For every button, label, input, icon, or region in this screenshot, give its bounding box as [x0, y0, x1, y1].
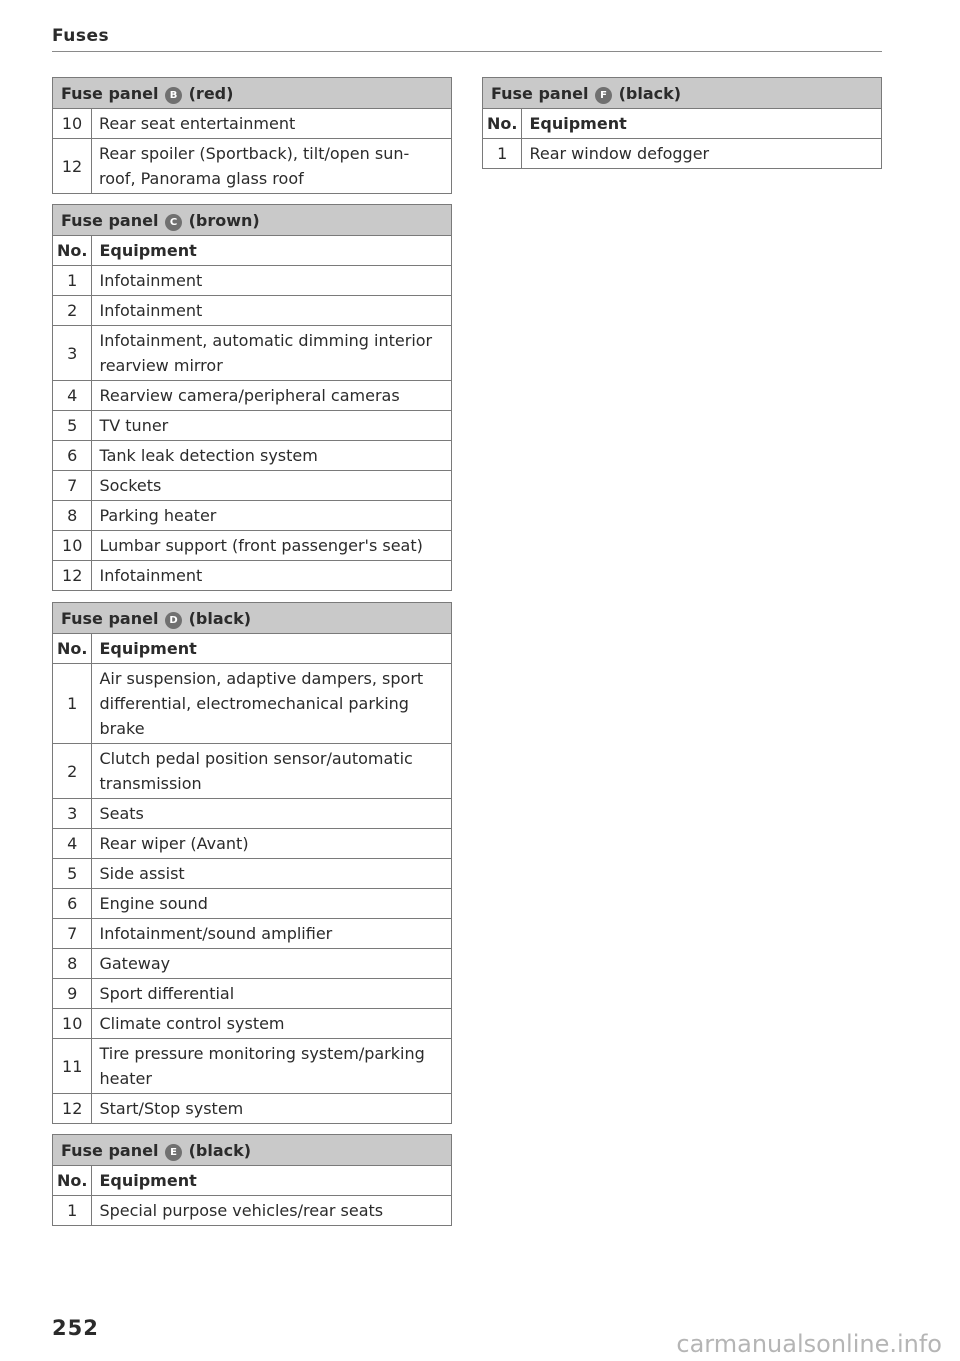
table-row [53, 411, 452, 441]
fuse-equipment: Clutch pedal position sensor/automatic transmission [92, 744, 452, 799]
fuse-equipment: Tank leak detection system [92, 441, 452, 471]
section-title: Fuses [52, 26, 110, 46]
panel-title-prefix: Fuse panel [61, 1140, 159, 1160]
fuse-equipment: Infotainment [92, 296, 452, 326]
fuse-number: 4 [53, 381, 92, 411]
table-row [53, 471, 452, 501]
panel-color: (brown) [188, 210, 260, 230]
fuse-equipment: Rear window defogger [522, 139, 882, 169]
panel-letter-e-icon: E [165, 1144, 182, 1161]
table-row [53, 889, 452, 919]
fuse-panel-e-table [52, 1134, 452, 1226]
table-row [53, 949, 452, 979]
fuse-equipment: Rear spoiler (Sportback), tilt/open sun-roof, Panorama glass roof [92, 139, 452, 194]
fuse-number: 8 [53, 501, 92, 531]
column-header-no: No. [483, 109, 522, 139]
fuse-equipment: TV tuner [92, 411, 452, 441]
panel-color: (red) [188, 83, 234, 103]
panel-color: (black) [618, 83, 682, 103]
panel-title-prefix: Fuse panel [61, 83, 159, 103]
fuse-equipment: Infotainment/sound amplifier [92, 919, 452, 949]
fuse-equipment: Rear seat entertainment [92, 109, 452, 139]
table-row [53, 1009, 452, 1039]
table-row [53, 531, 452, 561]
page-number: 252 [52, 1316, 99, 1340]
fuse-number: 2 [53, 744, 92, 799]
fuse-number: 3 [53, 799, 92, 829]
fuse-equipment: Infotainment, automatic dimming interior rearview mirror [92, 326, 452, 381]
fuse-equipment: Special purpose vehicles/rear seats [92, 1196, 452, 1226]
table-row [53, 326, 452, 381]
table-row [53, 109, 452, 139]
column-header-equipment: Equipment [522, 109, 882, 139]
table-row [53, 799, 452, 829]
fuse-panel-f-title [483, 78, 882, 109]
table-row [53, 296, 452, 326]
table-row [53, 919, 452, 949]
fuse-equipment: Sockets [92, 471, 452, 501]
fuse-number: 12 [53, 561, 92, 591]
fuse-equipment: Seats [92, 799, 452, 829]
fuse-number: 7 [53, 471, 92, 501]
fuse-panel-c-table [52, 204, 452, 591]
table-row [53, 664, 452, 744]
table-row [53, 979, 452, 1009]
fuse-panel-b-title [53, 78, 452, 109]
fuse-number: 1 [53, 1196, 92, 1226]
fuse-equipment: Gateway [92, 949, 452, 979]
fuse-number: 7 [53, 919, 92, 949]
fuse-equipment: Lumbar support (front passenger's seat) [92, 531, 452, 561]
fuse-panel-d-title [53, 603, 452, 634]
fuse-number: 1 [53, 664, 92, 744]
fuse-number: 5 [53, 859, 92, 889]
fuse-number: 5 [53, 411, 92, 441]
fuse-equipment: Air suspension, adaptive dampers, sport differential, electromechanical parking brake [92, 664, 452, 744]
fuse-equipment: Infotainment [92, 266, 452, 296]
fuse-number: 9 [53, 979, 92, 1009]
fuse-panel-d-table [52, 602, 452, 1124]
fuse-equipment: Climate control system [92, 1009, 452, 1039]
table-row [53, 501, 452, 531]
table-row [53, 1094, 452, 1124]
table-row [53, 1039, 452, 1094]
panel-title-prefix: Fuse panel [491, 83, 589, 103]
watermark: carmanualsonline.info [676, 1330, 942, 1358]
table-row [53, 381, 452, 411]
panel-color: (black) [188, 608, 252, 628]
column-header-no: No. [53, 1166, 92, 1196]
fuse-number: 4 [53, 829, 92, 859]
table-row [53, 744, 452, 799]
panel-title-prefix: Fuse panel [61, 210, 159, 230]
fuse-equipment: Side assist [92, 859, 452, 889]
fuse-panel-f-table [482, 77, 882, 169]
fuse-panel-e-title [53, 1135, 452, 1166]
fuse-panel-c-title [53, 205, 452, 236]
column-header-no: No. [53, 634, 92, 664]
fuse-equipment: Sport differential [92, 979, 452, 1009]
fuse-equipment: Engine sound [92, 889, 452, 919]
table-row [53, 561, 452, 591]
panel-letter-d-icon: D [165, 612, 182, 629]
fuse-number: 10 [53, 1009, 92, 1039]
table-row [53, 441, 452, 471]
fuse-number: 11 [53, 1039, 92, 1094]
fuse-number: 8 [53, 949, 92, 979]
panel-title-prefix: Fuse panel [61, 608, 159, 628]
fuse-number: 6 [53, 889, 92, 919]
fuse-number: 1 [483, 139, 522, 169]
panel-letter-c-icon: C [165, 214, 182, 231]
column-header-no: No. [53, 236, 92, 266]
fuse-number: 2 [53, 296, 92, 326]
header-rule [52, 51, 882, 52]
fuse-equipment: Tire pressure monitoring system/parking heater [92, 1039, 452, 1094]
fuse-number: 1 [53, 266, 92, 296]
fuse-equipment: Rear wiper (Avant) [92, 829, 452, 859]
fuse-number: 3 [53, 326, 92, 381]
table-row [53, 266, 452, 296]
fuse-number: 12 [53, 1094, 92, 1124]
fuse-number: 12 [53, 139, 92, 194]
panel-letter-f-icon: F [595, 87, 612, 104]
fuse-equipment: Rearview camera/peripheral cameras [92, 381, 452, 411]
table-row [483, 139, 882, 169]
fuse-equipment: Start/Stop system [92, 1094, 452, 1124]
fuse-number: 10 [53, 109, 92, 139]
table-row [53, 829, 452, 859]
column-header-equipment: Equipment [92, 1166, 452, 1196]
table-row [53, 139, 452, 194]
column-header-equipment: Equipment [92, 236, 452, 266]
fuse-panel-b-table [52, 77, 452, 194]
fuse-number: 10 [53, 531, 92, 561]
fuse-equipment: Infotainment [92, 561, 452, 591]
table-row [53, 1196, 452, 1226]
column-header-equipment: Equipment [92, 634, 452, 664]
panel-color: (black) [188, 1140, 252, 1160]
table-row [53, 859, 452, 889]
fuse-equipment: Parking heater [92, 501, 452, 531]
panel-letter-b-icon: B [165, 87, 182, 104]
fuse-number: 6 [53, 441, 92, 471]
